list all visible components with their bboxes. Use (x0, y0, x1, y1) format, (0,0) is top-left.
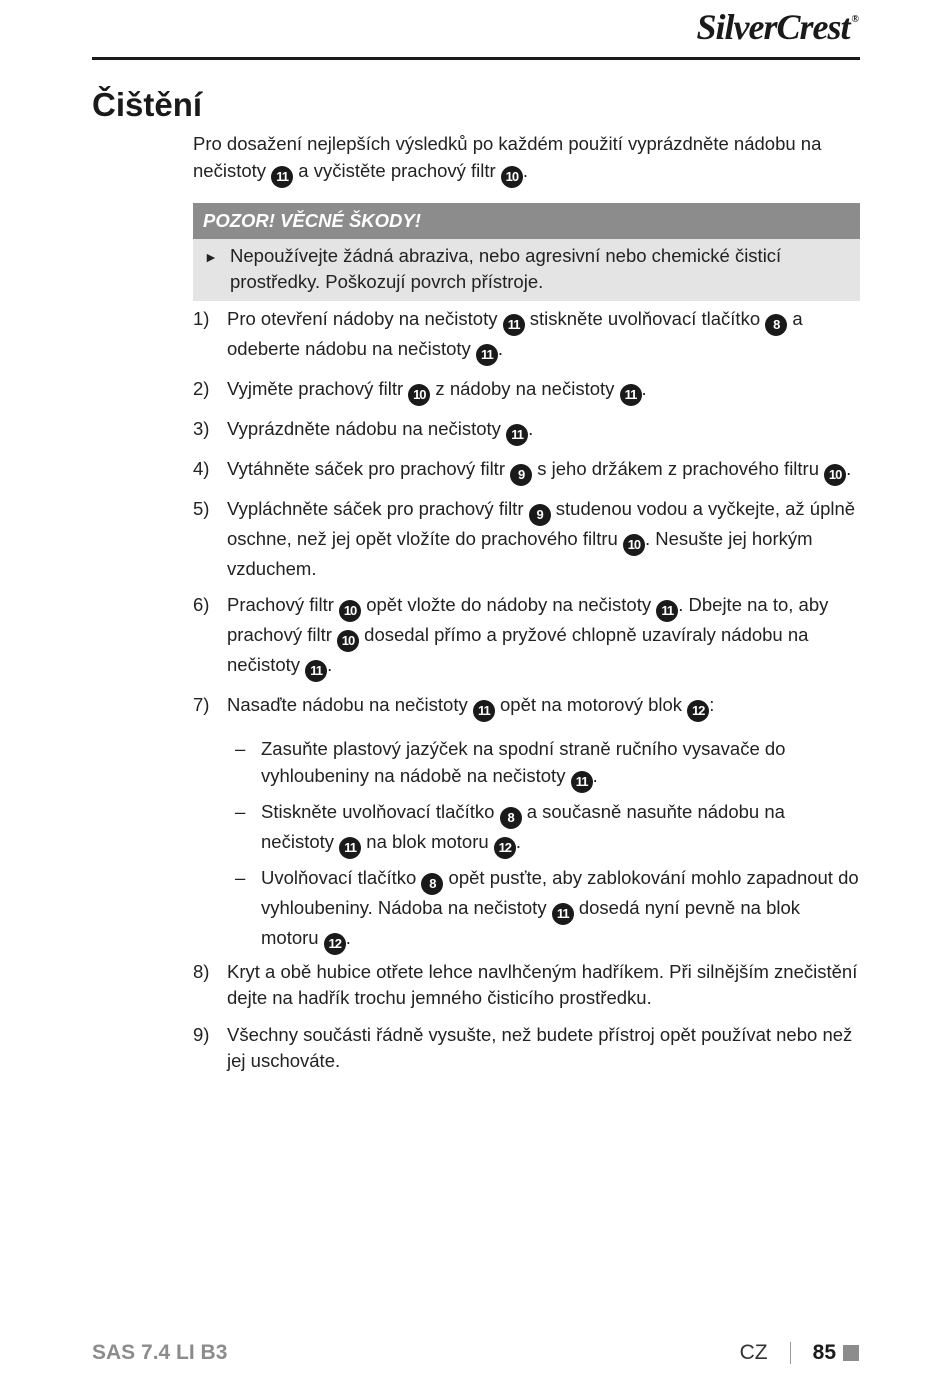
brand-logo (697, 6, 859, 48)
step-number: 3) (193, 417, 210, 439)
dash-bullet: – (235, 866, 246, 888)
warning-box (193, 203, 860, 301)
warning-body (193, 239, 860, 301)
part-ref-badge: 12 (324, 933, 346, 955)
part-ref-badge: 11 (620, 384, 642, 406)
part-ref-badge: 11 (571, 771, 593, 793)
main-content (193, 131, 860, 1075)
part-ref-badge: 12 (687, 700, 709, 722)
part-ref-badge: 11 (656, 600, 678, 622)
dash-bullet: – (235, 800, 246, 822)
page-number: 85 (812, 1341, 836, 1364)
sub-step-item: – Stiskněte uvolňovací tlačítko 8 a současně nasuňte nádobu na nečistoty 11 na blok motoru 12 . (227, 799, 860, 859)
brand-name: SilverCrest (696, 7, 850, 47)
part-ref-badge: 11 (476, 344, 498, 366)
part-ref-badge: 10 (408, 384, 430, 406)
step-number: 4) (193, 457, 210, 479)
step-item: 9) Všechny součásti řádně vysušte, než budete přístroj opět používat nebo než jej uschováte. (193, 1023, 853, 1071)
part-ref-badge: 11 (552, 903, 574, 925)
part-ref-badge: 11 (339, 837, 361, 859)
part-ref-badge: 9 (529, 504, 551, 526)
cleaning-steps (193, 306, 860, 1075)
step-number: 6) (193, 594, 210, 615)
step-number: 7) (193, 694, 210, 715)
footer-language: CZ (739, 1341, 768, 1364)
step-item: 1) Pro otevření nádoby na nečistoty 11 stiskněte uvolňovací tlačítko 8 a odeberte nádobu na nečistoty 11 . (193, 306, 860, 366)
step-item: 4) Vytáhněte sáček pro prachový filtr 9 s jeho držákem z prachového filtru 10 . (193, 456, 860, 486)
step-item: 3) Vyprázdněte nádobu na nečistoty 11 . (193, 416, 860, 446)
footer-divider (790, 1342, 791, 1364)
part-ref-badge: 8 (421, 873, 443, 895)
square-marker-icon (843, 1345, 859, 1361)
footer-model: SAS 7.4 LI B3 (92, 1341, 228, 1364)
dash-bullet: – (235, 738, 246, 759)
footer-page-info (740, 1341, 859, 1365)
arrow-right-icon: ► (204, 248, 218, 265)
part-ref-badge: 11 (506, 424, 528, 446)
registered-mark: ® (851, 14, 858, 25)
part-ref-badge: 10 (824, 464, 846, 486)
warning-title: POZOR! VĚCNÉ ŠKODY! (193, 203, 860, 239)
part-ref-badge: 8 (765, 314, 787, 336)
part-ref-badge: 11 (305, 660, 327, 682)
step-item: 2) Vyjměte prachový filtr 10 z nádoby na nečistoty 11 . (193, 376, 860, 406)
step-number: 9) (193, 1023, 210, 1045)
part-ref-badge: 10 (337, 630, 359, 652)
sub-step-item: – Uvolňovací tlačítko 8 opět pusťte, aby zablokování mohlo zapadnout do vyhloubeniny. Nádoba na nečistoty 11 dosedá nyní pevně na blok motoru 12 . (227, 865, 860, 955)
sub-steps (227, 736, 860, 955)
intro-paragraph: Pro dosažení nejlepších výsledků po každém použití vyprázdněte nádobu na nečistoty 11 a vyčistěte prachový filtr 10 . (193, 131, 860, 188)
warning-text: Nepoužívejte žádná abraziva, nebo agresivní nebo chemické čisticí prostředky. Poškozují povrch přístroje. (230, 244, 782, 292)
part-ref-badge: 8 (500, 807, 522, 829)
sub-step-item: – Zasuňte plastový jazýček na spodní straně ručního vysavače do vyhloubeniny na nádobě na nečistoty 11 . (227, 736, 860, 793)
step-item: 6) Prachový filtr 10 opět vložte do nádoby na nečistoty 11 . Dbejte na to, aby prachový filtr 10 dosedal přímo a pryžové chlopně uzavíraly nádobu na nečistoty 11 . (193, 592, 860, 682)
part-ref-badge: 9 (510, 464, 532, 486)
part-ref-badge: 11 (473, 700, 495, 722)
part-ref-badge: 11 (271, 166, 293, 188)
part-ref-badge: 10 (339, 600, 361, 622)
page-title: Čištění (92, 86, 203, 123)
step-number: 2) (193, 377, 210, 399)
step-item: 5) Vypláchněte sáček pro prachový filtr 9 studenou vodou a vyčkejte, až úplně oschne, než jej opět vložíte do prachového filtru 10 . Nesušte jej horkým vzduchem. (193, 497, 856, 579)
step-item: 8) Kryt a obě hubice otřete lehce navlhčeným hadříkem. Při silnějším znečistění dejte na hadřík trochu jemného čisticího prostředku. (193, 960, 858, 1008)
step-item: 7) Nasaďte nádobu na nečistoty 11 opět na motorový blok 12 : – Zasuňte plastový jazýček na spodní straně ručního vysavače do vyhloubeniny na nádobě na nečistoty 11 . – Stiskněte uvolňovací tlačítko 8 a současně nasuňte nádobu na nečistoty 11 na blok motoru 12 . – Uvolňovací tlačítko 8 opět pusťte, aby zablokování mohlo zapadnout do vyhloubeniny. Nádoba na nečistoty 11 dosedá nyní pevně na blok motoru 12 . (193, 692, 860, 955)
part-ref-badge: 10 (501, 166, 523, 188)
part-ref-badge: 11 (503, 314, 525, 336)
part-ref-badge: 12 (494, 837, 516, 859)
part-ref-badge: 10 (623, 534, 645, 556)
header-rule (92, 57, 860, 60)
step-number: 1) (193, 307, 210, 329)
step-number: 5) (193, 497, 210, 519)
step-number: 8) (193, 960, 210, 982)
